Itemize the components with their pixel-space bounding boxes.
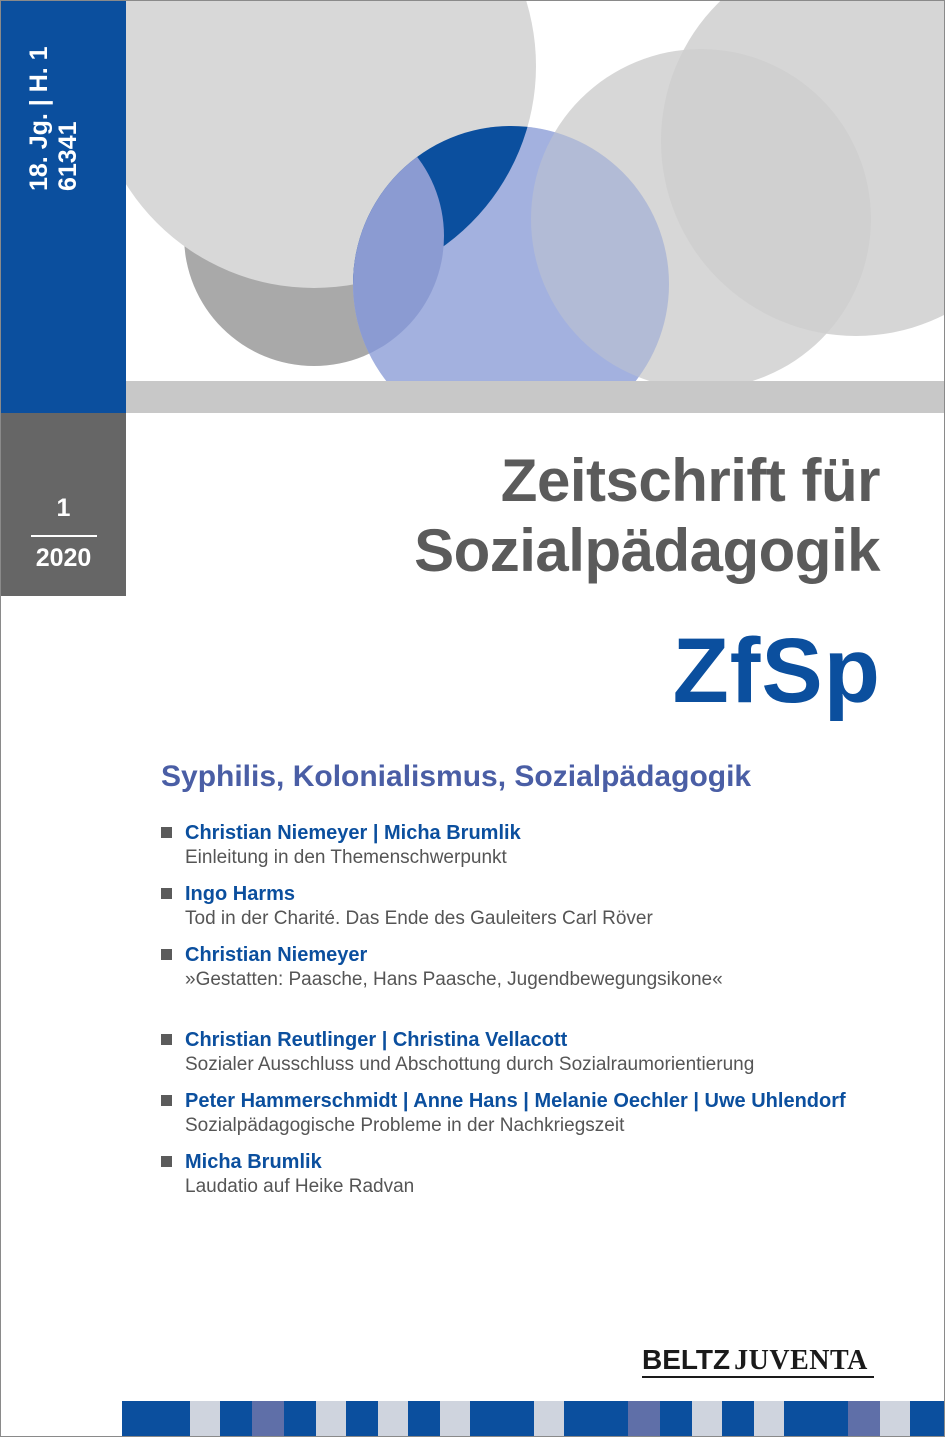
article-authors: Peter Hammerschmidt | Anne Hans | Melanie Oechler | Uwe Uhlendorf — [185, 1090, 846, 1112]
theme-heading: Syphilis, Kolonialismus, Sozialpädagogik — [161, 760, 752, 793]
article-title: Laudatio auf Heike Radvan — [185, 1176, 415, 1197]
volume-issue-label: 18. Jg. | H. 1 — [25, 46, 53, 191]
issue-year: 2020 — [35, 544, 92, 572]
article-authors: Christian Niemeyer — [185, 944, 368, 966]
gray-divider-bar — [126, 381, 944, 413]
article-title: Einleitung in den Themenschwerpunkt — [185, 847, 507, 868]
article-title: Sozialer Ausschluss und Abschottung durch Sozialraumorientierung — [185, 1054, 755, 1075]
journal-title — [414, 446, 880, 586]
article-authors: Micha Brumlik — [185, 1151, 322, 1173]
bullet-square-icon — [161, 827, 172, 838]
issue-number: 1 — [56, 494, 71, 522]
issue-box — [1, 413, 126, 596]
journal-abbreviation: ZfSp — [672, 620, 881, 722]
article-authors: Ingo Harms — [185, 883, 296, 905]
cover-circles-artwork — [1, 1, 944, 381]
issue-divider — [31, 535, 97, 537]
article-title: Sozialpädagogische Probleme in der Nachkriegszeit — [185, 1115, 625, 1136]
article-authors: Christian Niemeyer | Micha Brumlik — [185, 822, 521, 844]
publisher-underline — [642, 1376, 874, 1378]
title-line-1: Zeitschrift für — [500, 447, 880, 514]
spine-band — [1, 1, 126, 413]
article-title: »Gestatten: Paasche, Hans Paasche, Jugendbewegungsikone« — [185, 969, 723, 990]
bullet-square-icon — [161, 888, 172, 899]
bullet-square-icon — [161, 1095, 172, 1106]
decorative-color-strip — [1, 1401, 944, 1437]
article-authors: Christian Reutlinger | Christina Vellacott — [185, 1029, 568, 1051]
publisher-name-part2: JUVENTA — [734, 1345, 868, 1376]
publisher-name-part1: BELTZ — [642, 1344, 731, 1375]
publisher-logo — [642, 1344, 868, 1377]
title-line-2: Sozialpädagogik — [414, 517, 880, 584]
journal-code: 61341 — [54, 121, 82, 191]
bullet-square-icon — [161, 1156, 172, 1167]
article-title: Tod in der Charité. Das Ende des Gauleiters Carl Röver — [185, 908, 653, 929]
bullet-square-icon — [161, 1034, 172, 1045]
bullet-square-icon — [161, 949, 172, 960]
spine-text — [25, 46, 83, 191]
